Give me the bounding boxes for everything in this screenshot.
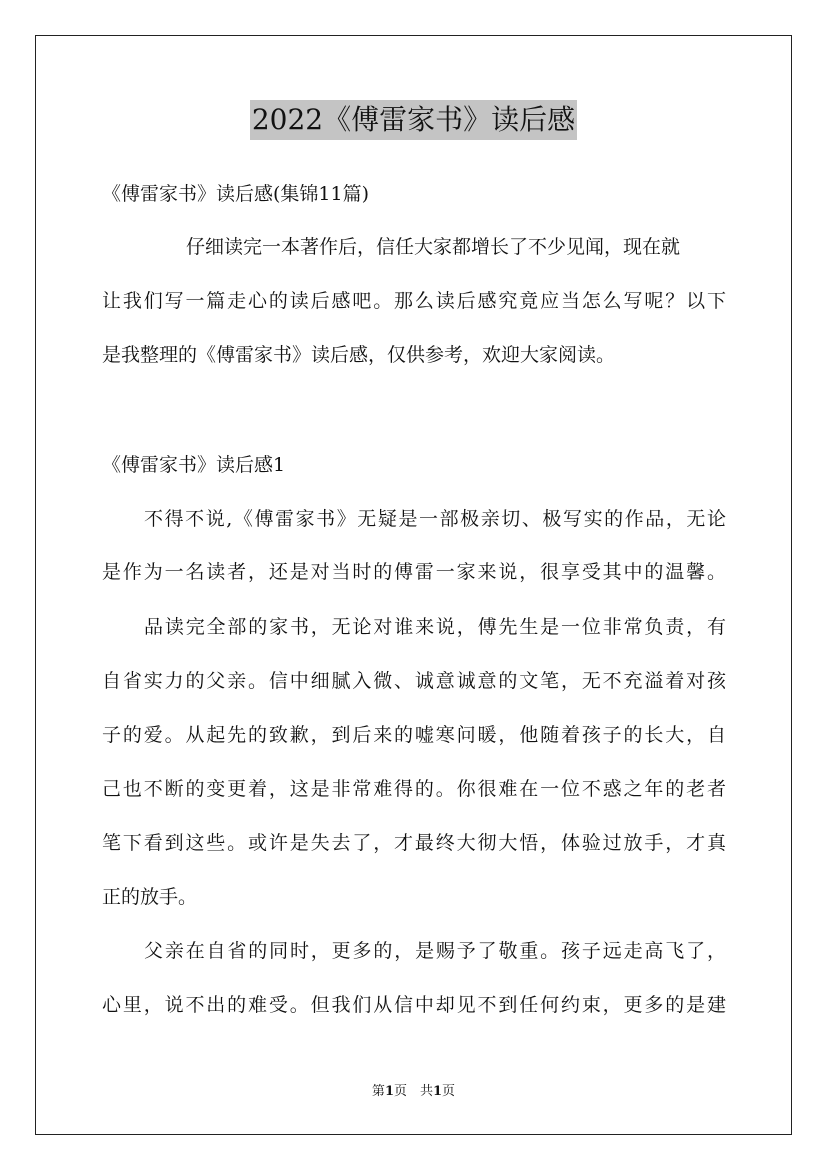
title-wrap bbox=[0, 100, 827, 140]
section-heading: 《傅雷家书》读后感1 bbox=[102, 454, 286, 476]
footer-mid: 页 共 bbox=[393, 1084, 433, 1099]
intro-line-2: 让我们写一篇走心的读后感吧。那么读后感究竟应当怎么写呢？以下 bbox=[102, 290, 726, 312]
page-footer bbox=[0, 1082, 827, 1102]
body-line-3: 品读完全部的家书，无论对谁来说，傅先生是一位非常负责，有 bbox=[144, 616, 726, 638]
document-title: 2022《傅雷家书》读后感 bbox=[250, 100, 577, 140]
body-line-7: 笔下看到这些。或许是失去了，才最终大彻大悟，体验过放手，才真 bbox=[102, 832, 726, 854]
footer-prefix: 第 bbox=[371, 1084, 385, 1099]
intro-line-1: 仔细读完一本著作后，信任大家都增长了不少见闻，现在就 bbox=[186, 236, 681, 258]
body-line-2: 是作为一名读者，还是对当时的傅雷一家来说，很享受其中的温馨。 bbox=[102, 561, 726, 583]
body-line-9: 父亲在自省的同时，更多的，是赐予了敬重。孩子远走高飞了， bbox=[144, 940, 726, 962]
body-line-10: 心里，说不出的难受。但我们从信中却见不到任何约束，更多的是建 bbox=[102, 994, 726, 1016]
intro-line-3: 是我整理的《傅雷家书》读后感，仅供参考，欢迎大家阅读。 bbox=[102, 344, 616, 366]
body-line-1: 不得不说,《傅雷家书》无疑是一部极亲切、极写实的作品，无论 bbox=[144, 508, 726, 530]
body-line-8: 正的放手。 bbox=[102, 886, 198, 908]
footer-page-total: 1 bbox=[433, 1084, 443, 1099]
footer-suffix: 页 bbox=[442, 1084, 456, 1099]
body-line-4: 自省实力的父亲。信中细腻入微、诚意诚意的文笔，无不充溢着对孩 bbox=[102, 670, 726, 692]
body-line-6: 己也不断的变更着，这是非常难得的。你很难在一位不惑之年的老者 bbox=[102, 778, 726, 800]
document-subtitle: 《傅雷家书》读后感(集锦11篇) bbox=[102, 183, 370, 205]
body-line-5: 子的爱。从起先的致歉，到后来的嘘寒问暖，他随着孩子的长大，自 bbox=[102, 724, 726, 746]
footer-page-number: 1 bbox=[384, 1084, 394, 1099]
